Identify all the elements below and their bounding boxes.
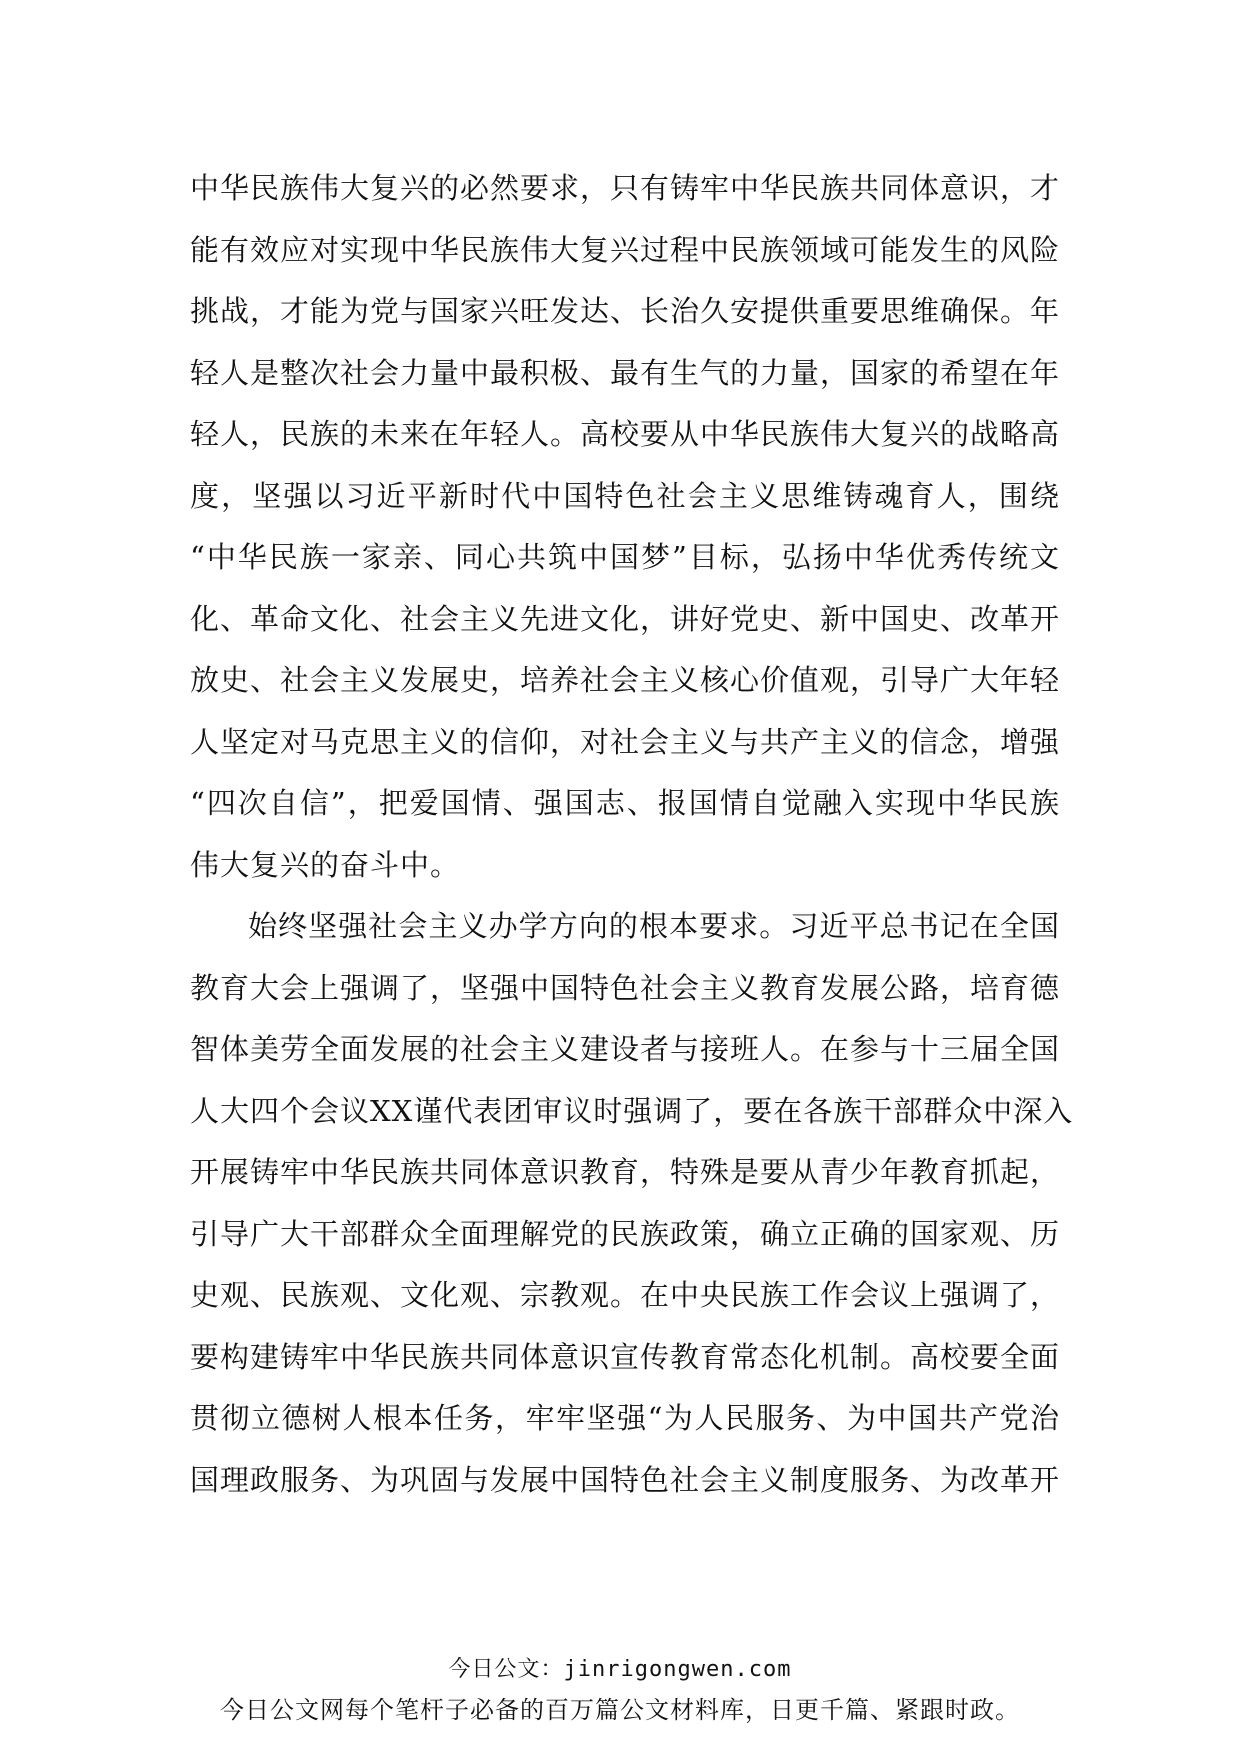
footer-site-url[interactable]: jinrigongwen.com <box>563 1657 792 1682</box>
footer-site-line <box>0 1652 1240 1683</box>
text-line: 度，坚强以习近平新时代中国特色社会主义思维铸魂育人，围绕 <box>190 478 1060 513</box>
footer-site-label: 今日公文： <box>448 1657 564 1682</box>
text-line: 能有效应对实现中华民族伟大复兴过程中民族领域可能发生的风险 <box>190 232 1061 267</box>
text-line: 始终坚强社会主义办学方向的根本要求。习近平总书记在全国 <box>248 909 1060 943</box>
text-line: 引导广大干部群众全面理解党的民族政策，确立正确的国家观、历 <box>190 1216 1061 1251</box>
text-line: 史观、民族观、文化观、宗教观。在中央民族工作会议上强调了， <box>190 1278 1061 1312</box>
text-line: 人坚定对马克思主义的信仰，对社会主义与共产主义的信念，增强 <box>190 724 1061 759</box>
text-line: 人大四个会议XX谨代表团审议时强调了，要在各族干部群众中深入 <box>190 1093 1074 1128</box>
footer-slogan: 今日公文网每个笔杆子必备的百万篇公文材料库，日更千篇、紧跟时政。 <box>220 1696 1020 1724</box>
paragraph <box>190 896 1074 1511</box>
text-line: 伟大复兴的奋斗中。 <box>190 847 461 882</box>
text-line: “中华民族一家亲、同心共筑中国梦”目标，弘扬中华优秀传统文 <box>190 540 1060 574</box>
text-line: 要构建铸牢中华民族共同体意识宣传教育常态化机制。高校要全面 <box>190 1339 1061 1374</box>
text-line: 国理政服务、为巩固与发展中国特色社会主义制度服务、为改革开 <box>190 1462 1061 1497</box>
text-line: 轻人，民族的未来在年轻人。高校要从中华民族伟大复兴的战略高 <box>190 417 1061 451</box>
text-line: “四次自信”，把爱国情、强国志、报国情自觉融入实现中华民族 <box>190 786 1060 820</box>
text-line: 智体美劳全面发展的社会主义建设者与接班人。在参与十三届全国 <box>190 1032 1061 1066</box>
text-line: 轻人是整次社会力量中最积极、最有生气的力量，国家的希望在年 <box>190 355 1061 390</box>
paragraph <box>190 158 1060 896</box>
text-line: 化、革命文化、社会主义先进文化，讲好党史、新中国史、改革开 <box>190 601 1061 636</box>
text-line: 中华民族伟大复兴的必然要求，只有铸牢中华民族共同体意识，才 <box>190 171 1061 205</box>
text-line: 教育大会上强调了，坚强中国特色社会主义教育发展公路，培育德 <box>190 970 1061 1005</box>
text-line: 挑战，才能为党与国家兴旺发达、长治久安提供重要思维确保。年 <box>190 294 1061 328</box>
document-body <box>190 158 1074 1511</box>
text-line: 开展铸牢中华民族共同体意识教育，特殊是要从青少年教育抓起， <box>190 1155 1061 1189</box>
text-line: 放史、社会主义发展史，培养社会主义核心价值观，引导广大年轻 <box>190 663 1061 697</box>
text-line: 贯彻立德树人根本任务，牢牢坚强“为人民服务、为中国共产党治 <box>190 1401 1060 1435</box>
